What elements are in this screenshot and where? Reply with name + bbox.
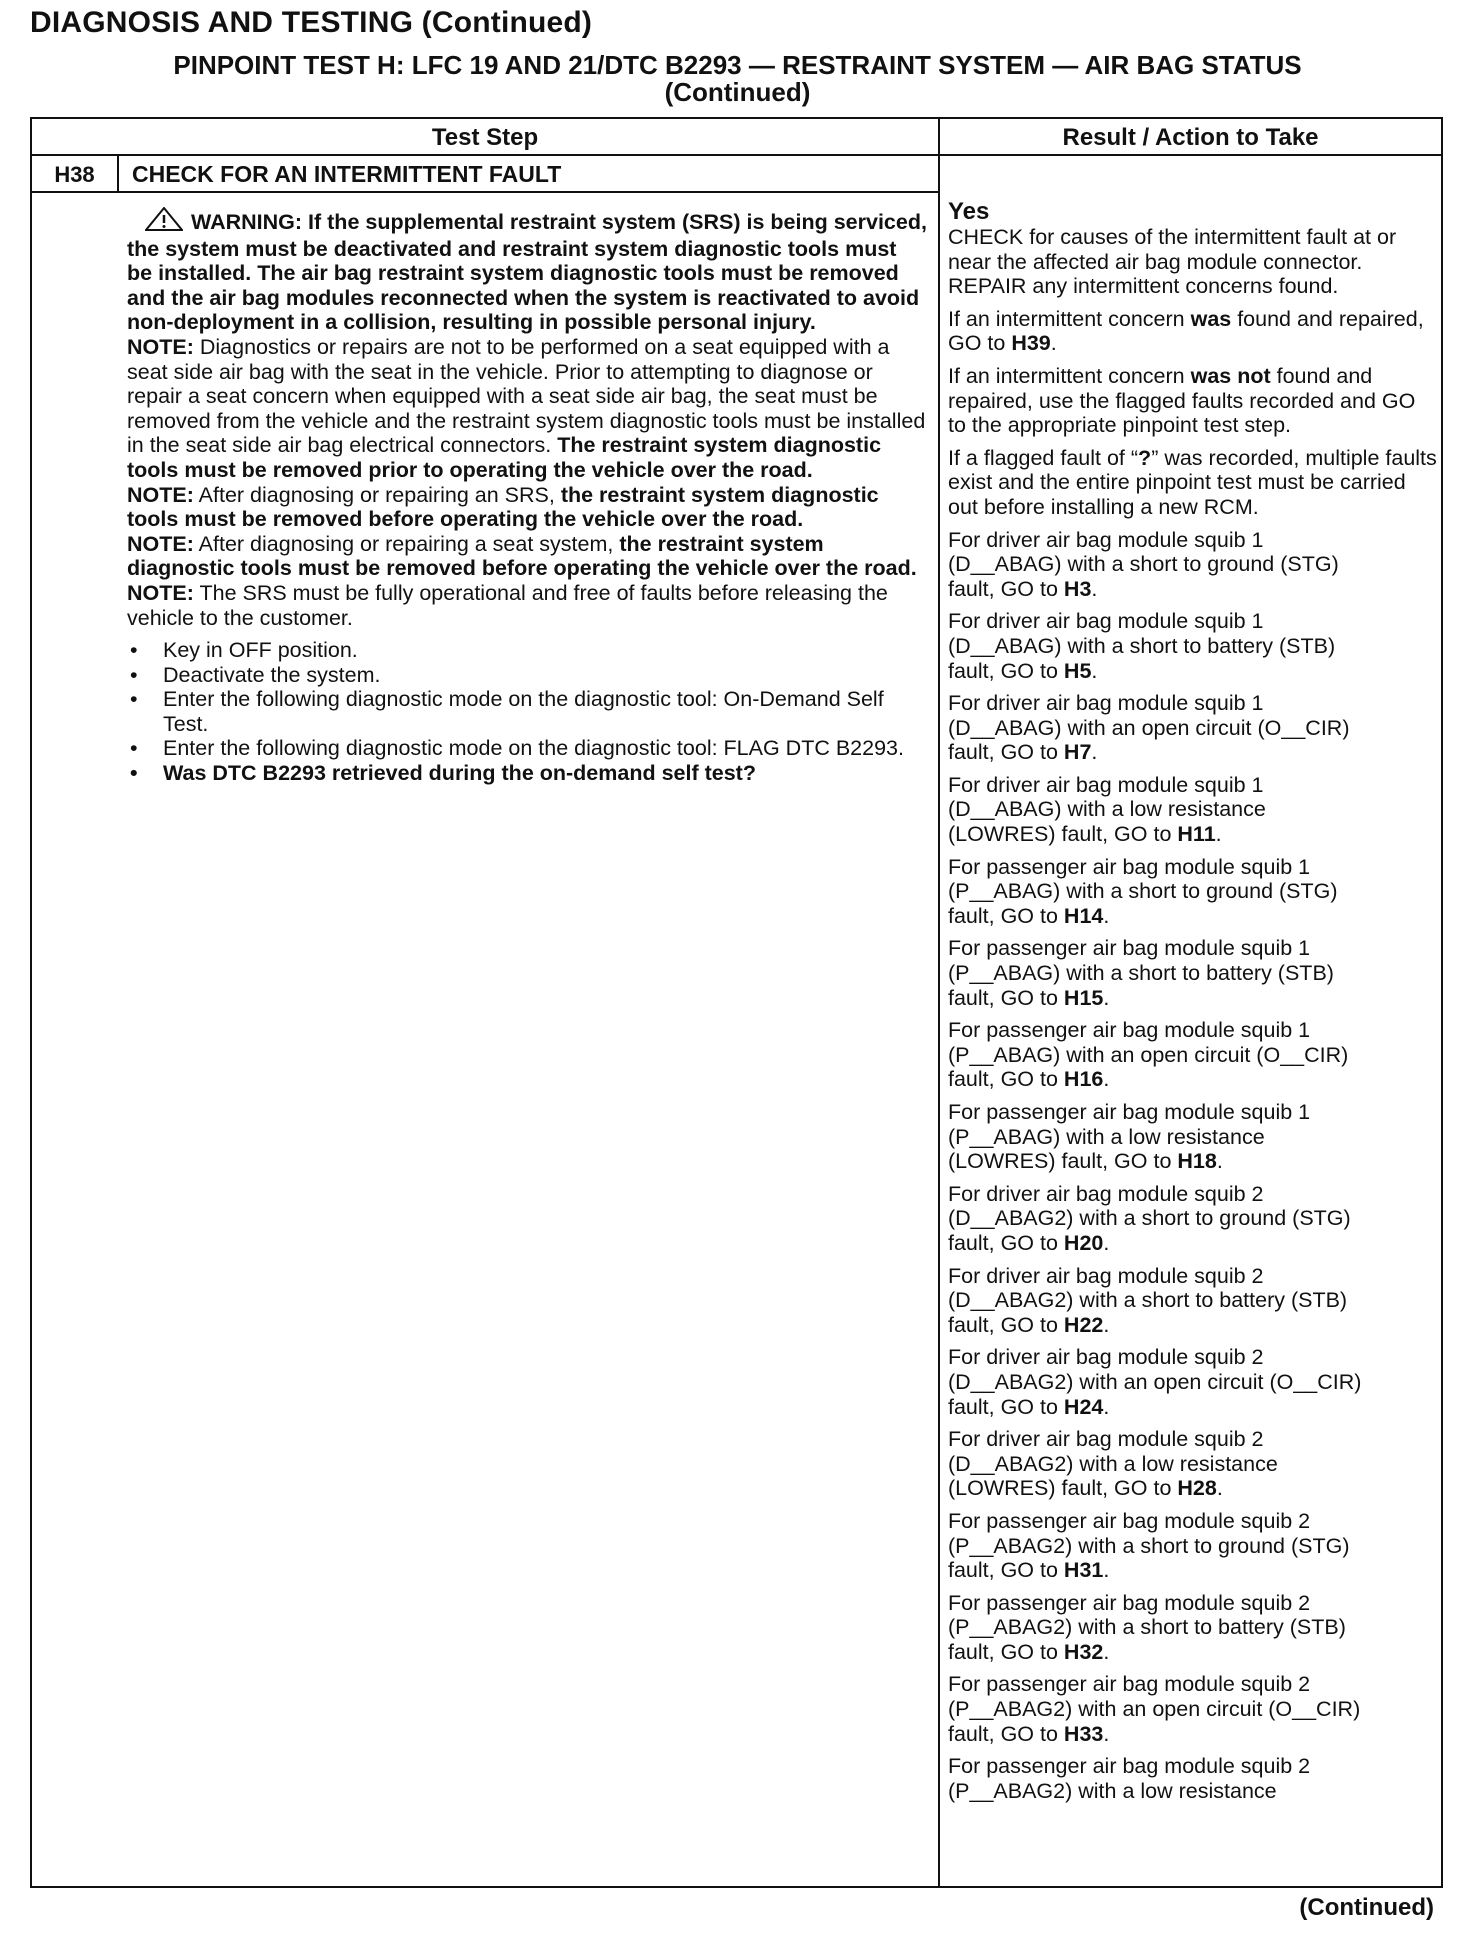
action-text: For passenger air bag module squib 2 (P__ABAG2) with a short to ground (STG) fault, GO to [948,1508,1350,1583]
goto-step: H7 [1063,740,1092,765]
column-header-test-step: Test Step [431,124,539,151]
goto-step: H15 [1063,985,1104,1010]
fault-action-item: For driver air bag module squib 2 (D__ABAG2) with a short to ground (STG) fault, GO to H20. [948,1181,1351,1255]
action-text: found and repaired, GO to [948,306,1424,356]
fault-action-item: For driver air bag module squib 2 (D__ABAG2) with a short to battery (STB) fault, GO to H22. [948,1263,1348,1337]
action-text: For driver air bag module squib 2 (D__ABAG2) with a short to battery (STB) fault, GO to [948,1263,1348,1337]
column-divider [938,119,940,1886]
fault-action-item: For driver air bag module squib 2 (D__ABAG2) with a low resistance (LOWRES) fault, GO to H28. [948,1427,1278,1501]
column-header-result: Result / Action to Take [1062,124,1319,151]
goto-step: H32 [1063,1639,1104,1664]
concern-not-found-action [948,364,1438,438]
step-title: CHECK FOR AN INTERMITTENT FAULT [132,161,562,187]
result-action-body [948,193,1438,1811]
action-text: For passenger air bag module squib 1 (P__ABAG) with an open circuit (O__CIR) fault, GO to [948,1018,1349,1092]
yes-action: CHECK for causes of the intermittent fault at or near the affected air bag module connector. REPAIR any intermittent concerns found. [948,225,1397,299]
note-emphasis: The restraint system diagnostic tools must be removed prior to operating the vehicle over the road. [127,433,882,482]
action-text: For driver air bag module squib 2 (D__ABAG2) with a low resistance (LOWRES) fault, GO to [948,1427,1278,1501]
step-id: H38 [54,162,95,187]
action-text: For driver air bag module squib 1 (D__ABAG) with a short to ground (STG) fault, GO to [948,527,1339,601]
yes-label: Yes [948,198,990,225]
action-text: found and repaired, use the flagged faults recorded and GO to the appropriate pinpoint test step. [948,363,1416,438]
goto-step: H14 [1063,903,1104,928]
action-emphasis: was [1190,306,1232,331]
action-text: ” was recorded, multiple faults exist and the entire pinpoint test must be carried out before installing a new RCM. [948,445,1437,519]
flagged-fault-action [948,446,1438,520]
procedure-item: • Enter the following diagnostic mode on the diagnostic tool: On-Demand Self Test. [127,687,927,736]
goto-step: H22 [1063,1312,1104,1337]
fault-action-item: For passenger air bag module squib 2 (P__ABAG2) with a short to battery (STB) fault, GO to H32. [948,1590,1346,1664]
fault-action-item: For driver air bag module squib 2 (D__ABAG2) with an open circuit (O__CIR) fault, GO to H24. [948,1345,1362,1419]
goto-step: H16 [1063,1067,1104,1092]
pinpoint-test-title-line2: (Continued) [664,77,811,107]
action-text: For passenger air bag module squib 2 (P__ABAG2) with a short to battery (STB) fault, GO to [948,1590,1346,1664]
goto-step: H33 [1063,1721,1104,1746]
note-1 [127,335,927,483]
fault-action-item: For driver air bag module squib 1 (D__ABAG) with a low resistance (LOWRES) fault, GO to H11. [948,772,1266,847]
procedure-item: • Key in OFF position. [127,638,927,663]
note-label: NOTE: [127,334,194,359]
goto-step: H20 [1063,1230,1104,1255]
goto-step: H31 [1063,1558,1104,1583]
action-text: For passenger air bag module squib 2 (P__ABAG2) with a low resistance [948,1754,1311,1803]
action-text: For passenger air bag module squib 1 (P__ABAG) with a low resistance (LOWRES) fault, GO to [948,1100,1311,1174]
goto-step: H3 [1063,576,1092,601]
note-text: After diagnosing or repairing an SRS, [193,482,561,507]
goto-step: H24 [1063,1394,1104,1419]
fault-action-item: For passenger air bag module squib 2 (P__ABAG2) with a short to ground (STG) fault, GO to H31. [948,1508,1350,1583]
fault-action-item: For passenger air bag module squib 1 (P__ABAG) with a low resistance (LOWRES) fault, GO to H18. [948,1100,1311,1174]
procedure-list [127,638,927,786]
note-text: After diagnosing or repairing a seat system, [193,531,620,556]
page-title: DIAGNOSIS AND TESTING (Continued) [30,6,593,39]
procedure-item: • Enter the following diagnostic mode on the diagnostic tool: FLAG DTC B2293. [127,736,927,761]
action-text: For driver air bag module squib 1 (D__ABAG) with a low resistance (LOWRES) fault, GO to [948,772,1266,847]
test-table [30,117,1443,1888]
action-text: For driver air bag module squib 1 (D__ABAG) with a short to battery (STB) fault, GO to [948,609,1336,683]
fault-action-item: For passenger air bag module squib 1 (P__ABAG) with a short to ground (STG) fault, GO to H14. [948,854,1338,928]
action-text: For passenger air bag module squib 1 (P__ABAG) with a short to battery (STB) fault, GO to [948,936,1334,1010]
fault-action-item [948,1754,1438,1803]
warning-triangle-icon [145,207,183,237]
note-text: The SRS must be fully operational and free of faults before releasing the vehicle to the customer. [127,580,888,630]
note-2 [127,483,927,532]
action-text: For driver air bag module squib 2 (D__ABAG2) with an open circuit (O__CIR) fault, GO to [948,1345,1362,1419]
warning-text: WARNING: If the supplemental restraint system (SRS) is being serviced, the system must be deactivated and restraint system diagnostic tools must be installed. The air bag restraint system diagnostic tools must be removed and the air bag modules reconnected when the system is reactivated to avoid non-deployment in a collision, resulting in possible personal injury. [127,210,927,335]
note-3 [127,532,927,581]
step-id-divider [117,154,119,191]
action-text: For passenger air bag module squib 2 (P__ABAG2) with an open circuit (O__CIR) fault, GO to [948,1672,1361,1746]
fault-action-item: For driver air bag module squib 1 (D__ABAG) with a short to battery (STB) fault, GO to H5. [948,609,1336,683]
fault-action-item: For passenger air bag module squib 1 (P__ABAG) with a short to battery (STB) fault, GO to H15. [948,936,1334,1010]
fault-action-item: For driver air bag module squib 1 (D__ABAG) with an open circuit (O__CIR) fault, GO to H7. [948,691,1350,765]
note-emphasis: the restraint system diagnostic tools must be removed before operating the vehicle over the road. [127,482,879,532]
goto-step: H18 [1177,1149,1217,1174]
note-label: NOTE: [127,482,194,507]
note-label: NOTE: [127,531,194,556]
fault-action-list [948,528,1438,1804]
concern-found-action: If an intermittent concern was found and repaired, GO to H39. [948,306,1424,356]
pinpoint-test-title [30,52,1445,106]
action-emphasis: ? [1138,445,1152,470]
note-4 [127,581,927,630]
fault-action-item: For passenger air bag module squib 1 (P__ABAG) with an open circuit (O__CIR) fault, GO to H16. [948,1018,1349,1092]
procedure-item: • Deactivate the system. [127,663,927,688]
goto-step: H11 [1177,822,1216,847]
goto-step: H5 [1063,658,1092,683]
fault-action-item: For driver air bag module squib 1 (D__ABAG) with a short to ground (STG) fault, GO to H3. [948,527,1339,601]
note-text: Diagnostics or repairs are not to be performed on a seat equipped with a seat side air bag with the seat in the vehicle. Prior to attempting to diagnose or repair a seat concern when equipped with a seat side air bag, the seat must be removed from the vehicle and the restraint system diagnostic tools must be installed in the seat side air bag electrical connectors. [127,334,926,458]
goto-step: H28 [1177,1476,1217,1501]
action-text: For driver air bag module squib 2 (D__ABAG2) with a short to ground (STG) fault, GO to [948,1181,1351,1255]
action-emphasis: was not [1190,363,1271,388]
action-text: If an intermittent concern [948,306,1191,331]
action-text: If a flagged fault of “ [948,445,1139,470]
procedure-question: • Was DTC B2293 retrieved during the on-demand self test? [127,761,927,786]
pinpoint-test-title-line1: PINPOINT TEST H: LFC 19 AND 21/DTC B2293 — RESTRAINT SYSTEM — AIR BAG STATUS [173,50,1302,80]
fault-action-item: For passenger air bag module squib 2 (P__ABAG2) with an open circuit (O__CIR) fault, GO to H33. [948,1672,1361,1746]
action-text: For driver air bag module squib 1 (D__ABAG) with an open circuit (O__CIR) fault, GO to [948,691,1350,765]
action-text: If an intermittent concern [948,363,1191,388]
action-text: For passenger air bag module squib 1 (P__ABAG) with a short to ground (STG) fault, GO to [948,854,1338,928]
goto-step: H39 [1011,331,1051,356]
note-emphasis: the restraint system diagnostic tools must be removed before operating the vehicle over the road. [127,531,917,581]
continued-label: (Continued) [1299,1894,1434,1921]
test-step-body [127,207,927,786]
warning-paragraph [127,207,927,335]
note-label: NOTE: [127,580,194,605]
